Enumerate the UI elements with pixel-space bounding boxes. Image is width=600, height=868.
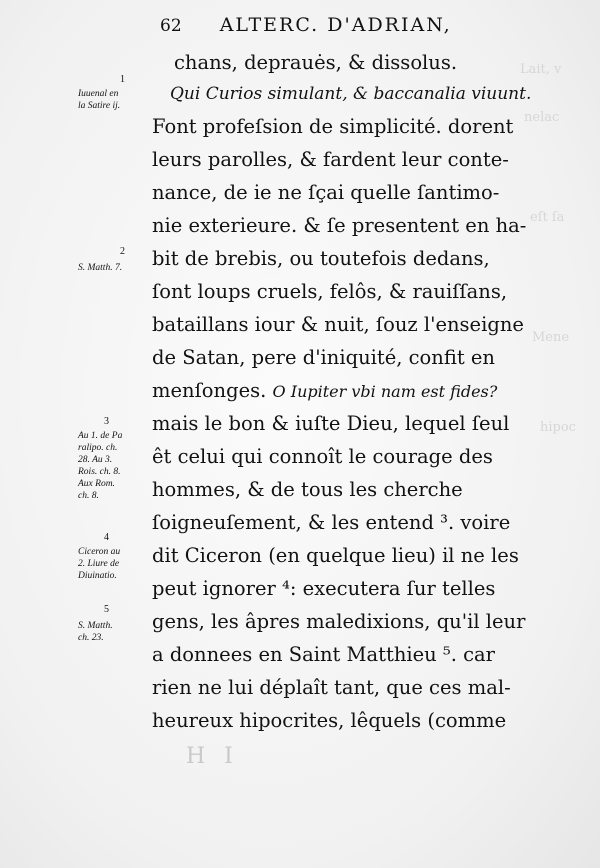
text-line: hommes, & de tous les cherche [152, 478, 463, 501]
text-line: a donnees en Saint Matthieu ⁵. car [152, 643, 496, 666]
text-line: peut ignorer ⁴: executera ſur telles [152, 577, 496, 600]
text-line: heureux hipocrites, lêquels (comme [152, 709, 507, 732]
text-line: êt celui qui connoît le courage des [152, 445, 493, 468]
margin-note: Iuuenal en la Satire ij. [78, 89, 121, 111]
text-line: nance, de ie ne ſçai quelle ſantimo- [152, 181, 500, 204]
text-line: nie exterieure. & ſe presentent en ha- [152, 214, 527, 237]
margin-note-number: 2 [120, 246, 125, 257]
text-line: bataillans iour & nuit, ſouz l'enseigne [152, 313, 524, 336]
text-line: gens, les âpres maledixions, qu'il leur [152, 610, 526, 633]
bleed-through-text: Lait, v [520, 62, 562, 77]
text-line: mais le bon & iuſte Dieu, lequel ſeul [152, 412, 510, 435]
margin-note-number: 4 [104, 532, 109, 543]
margin-note-number: 3 [104, 416, 109, 427]
text-line: chans, deprauės, & dissolus. [174, 51, 458, 74]
margin-note: Au 1. de Pa ralipo. ch. 28. Au 3. Rois. ch. 8. Aux Rom. ch. 8. [78, 431, 123, 501]
running-title: ALTERC. D'ADRIAN, [219, 14, 452, 36]
text-line: rien ne lui déplaît tant, que ces mal- [152, 676, 511, 699]
text-line: ſont loups cruels, felôs, & rauiſſans, [152, 280, 508, 303]
bleed-through-text: nelac [524, 110, 560, 125]
margin-note-number: 5 [104, 604, 109, 615]
signature-mark: H I [186, 744, 239, 769]
bleed-through-text: Mene [532, 330, 570, 345]
page-number: 62 [160, 16, 182, 36]
text-line: dit Ciceron (en quelque lieu) il ne les [152, 544, 519, 567]
text-line: leurs parolles, & fardent leur conte- [152, 148, 509, 171]
text-line: ſoigneuſement, & les entend ³. voire [152, 511, 511, 534]
margin-note: S. Matth. 7. [78, 263, 123, 273]
margin-note: S. Matth. ch. 23. [78, 621, 113, 643]
margin-note-number: 1 [120, 74, 125, 85]
text-line: Font profeſsion de simplicité. dorent [152, 115, 514, 138]
bleed-through-text: eſt ſa [530, 210, 565, 225]
text-line: Qui Curios simulant, & baccanalia viuunt. [170, 84, 532, 104]
text-line: de Satan, pere d'iniquité, confit en [152, 346, 495, 369]
bleed-through-text: hipoc [540, 420, 576, 435]
running-header [160, 14, 580, 36]
text-line: menſonges. O Iupiter vbi nam est fides? [152, 379, 498, 402]
margin-note: Ciceron au 2. Liure de Diuinatio. [78, 547, 121, 581]
text-line: bit de brebis, ou toutefois dedans, [152, 247, 490, 270]
